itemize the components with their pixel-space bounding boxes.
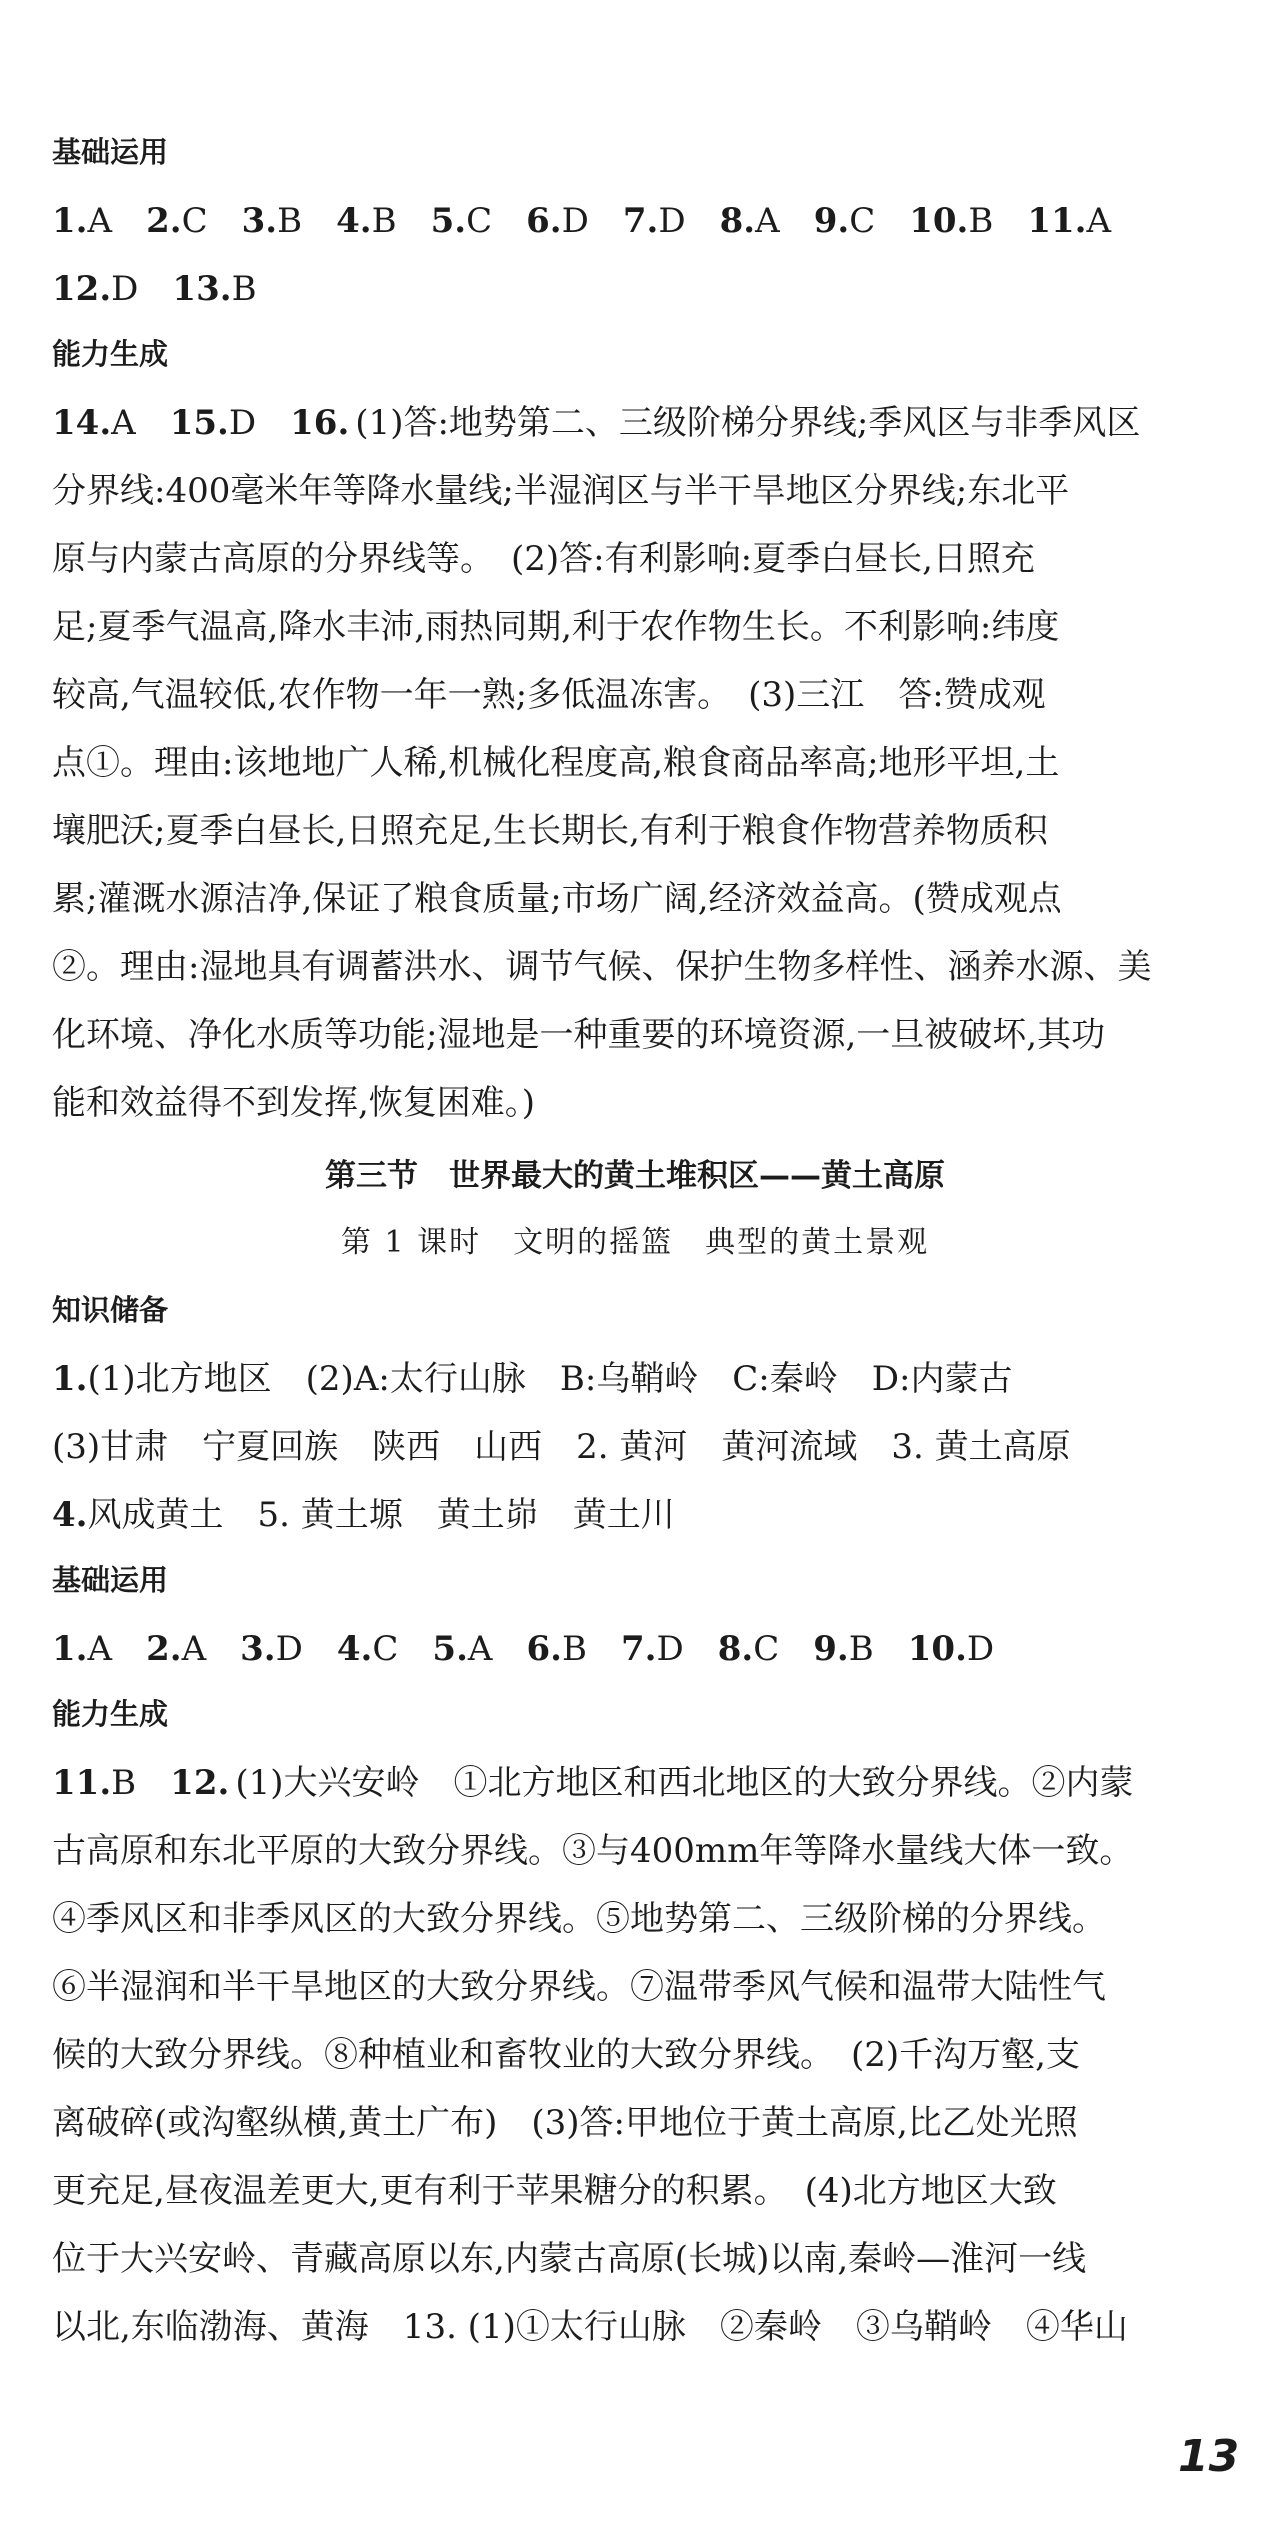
answer-item [172,266,256,312]
section-title: 第三节 世界最大的黄土堆积区——黄土高原 [325,1158,945,1194]
answer-item [52,266,138,312]
question-number: 2. [146,1629,182,1669]
ability-line-6: 点①。理由:该地地广人稀,机械化程度高,粮食商品率高;地形平坦,土 [52,743,1060,783]
ability-line-2: 分界线:400毫米年等降水量线;半湿润区与半干旱地区分界线;东北平 [52,471,1070,511]
question-number: 7. [620,1629,657,1669]
heading-knowledge: 知识储备 [52,1293,169,1327]
question-number: 6. [526,1629,562,1669]
ability2-line-3: ④季风区和非季风区的大致分界线。⑤地势第二、三级阶梯的分界线。 [52,1899,1106,1939]
heading-ability-1: 能力生成 [52,337,169,371]
answer-item [240,1626,303,1672]
answer-letter: A [87,1629,113,1669]
answer-item [718,1626,780,1672]
ability2-line-7: 更充足,昼夜温差更大,更有利于苹果糖分的积累。 (4)北方地区大致 [52,2171,1057,2211]
ability2-line-9: 以北,东临渤海、黄海 13. (1)①太行山脉 ②秦岭 ③乌鞘岭 ④华山 [52,2307,1128,2347]
answer-letter: A [87,201,113,241]
answer-item [526,1626,587,1672]
question-number: 4. [336,201,372,241]
heading-basic-application-1: 基础运用 [52,135,169,169]
question-number: 5. [432,1629,468,1669]
answer-item [336,198,397,244]
answer-letter: B [371,201,397,241]
answer-item [623,198,686,244]
answers-row-3 [52,1626,1232,1672]
question-number: 16. [290,403,350,443]
heading-basic-application-2: 基础运用 [52,1563,169,1597]
answer-letter: A [755,201,780,241]
question-number: 12. [170,1763,230,1803]
answer-letter: C [849,201,876,241]
answer-letter: B [231,269,257,309]
answer-item [146,198,208,244]
answer-letter: B [848,1629,874,1669]
knowledge-text: 风成黄土 5. 黄土塬 黄土峁 黄土川 [87,1495,675,1535]
answer-letter: D [111,269,139,309]
ability2-line-1 [52,1760,1232,1806]
answer-letter: B [111,1763,137,1803]
answer-item [431,198,493,244]
question-number: 3. [241,201,278,241]
answer-item [720,198,780,244]
answer-letter: A [181,1629,207,1669]
answer-letter: B [277,201,303,241]
question-number: 11. [52,1763,112,1803]
answers-row-1 [52,198,1232,244]
answer-item [813,1626,874,1672]
answer-item [290,400,349,446]
question-number: 10. [909,201,969,241]
answer-item [621,1626,684,1672]
answer-item [432,1626,492,1672]
ability-line-4: 足;夏季气温高,降水丰沛,雨热同期,利于农作物生长。不利影响:纬度 [52,607,1060,647]
answer-item [337,1626,399,1672]
ability-line-3: 原与内蒙古高原的分界线等。 (2)答:有利影响:夏季白昼长,日照充 [52,539,1035,579]
ability-line-1 [52,400,1232,446]
answer-letter: D [228,403,257,443]
question-number: 5. [430,201,467,241]
ability2-line-6: 离破碎(或沟壑纵横,黄土广布) (3)答:甲地位于黄土高原,比乙处光照 [52,2103,1078,2143]
heading-ability-2: 能力生成 [52,1697,169,1731]
question-number: 13. [172,269,232,309]
answer-letter: C [753,1629,780,1669]
answers-row-2 [52,266,1232,312]
answer-letter: A [1086,201,1112,241]
answer-letter: B [561,1629,587,1669]
ability2-line-5: 候的大致分界线。⑧种植业和畜牧业的大致分界线。 (2)千沟万壑,支 [52,2035,1080,2075]
answer-item [52,1626,112,1672]
answer-item [909,198,993,244]
question-number: 12. [52,269,112,309]
question-number: 1. [52,201,88,241]
question-number: 8. [717,1629,754,1669]
ability-line-11: 能和效益得不到发挥,恢复困难。) [52,1083,536,1123]
ability-line-7: 壤肥沃;夏季白昼长,日照充足,生长期长,有利于粮食作物营养物质积 [52,811,1048,851]
knowledge-number: 4. [52,1495,88,1535]
answer-letter: C [466,201,493,241]
answer-letter: D [656,1629,684,1669]
answer-letter: D [966,1629,995,1669]
answer-item [242,198,303,244]
answer-letter: A [467,1629,493,1669]
question-number: 4. [336,1629,373,1669]
answer-item [814,198,876,244]
answer-item [146,1626,206,1672]
question-number: 2. [146,201,182,241]
ability-text: (1)答:地势第二、三级阶梯分界线;季风区与非季风区 [355,403,1141,443]
question-number: 14. [52,403,112,443]
knowledge-line-1 [52,1356,1232,1402]
question-number: 10. [907,1629,967,1669]
answer-letter: A [111,403,136,443]
answer-letter: C [372,1629,399,1669]
ability2-line-4: ⑥半湿润和半干旱地区的大致分界线。⑦温带季风气候和温带大陆性气 [52,1967,1106,2007]
knowledge-number: 1. [52,1359,88,1399]
answer-item [908,1626,994,1672]
question-number: 8. [719,201,756,241]
ability-line-9: ②。理由:湿地具有调蓄洪水、调节气候、保护生物多样性、涵养水源、美 [52,947,1152,987]
page-number: 13 [1178,2431,1240,2482]
knowledge-line-2 [52,1424,1232,1470]
knowledge-text: (1)北方地区 (2)A:太行山脉 B:乌鞘岭 C:秦岭 D:内蒙古 [87,1359,1013,1399]
answer-item [170,400,256,446]
question-number: 7. [622,201,659,241]
ability-line-8: 累;灌溉水源洁净,保证了粮食质量;市场广阔,经济效益高。(赞成观点 [52,879,1062,919]
knowledge-line-3 [52,1492,1232,1538]
ability2-line-8: 位于大兴安岭、青藏高原以东,内蒙古高原(长城)以南,秦岭—淮河一线 [52,2239,1087,2279]
answer-item [52,1760,136,1806]
answer-item [52,400,136,446]
question-number: 9. [813,1629,849,1669]
answer-item [170,1760,229,1806]
question-number: 3. [240,1629,276,1669]
answer-letter: D [561,201,589,241]
answer-letter: B [968,201,994,241]
answer-item [526,198,589,244]
question-number: 6. [526,201,562,241]
answer-letter: C [181,201,208,241]
ability-line-10: 化环境、净化水质等功能;湿地是一种重要的环境资源,一旦被破坏,其功 [52,1015,1106,1055]
ability2-line-2: 古高原和东北平原的大致分界线。③与400mm年等降水量线大体一致。 [52,1831,1134,1871]
answer-letter: D [275,1629,303,1669]
ability-text: (1)大兴安岭 ①北方地区和西北地区的大致分界线。②内蒙 [235,1763,1134,1803]
question-number: 9. [813,201,850,241]
question-number: 11. [1027,201,1087,241]
question-number: 15. [169,403,229,443]
answer-letter: D [658,201,686,241]
lesson-title: 第 1 课时 文明的摇篮 典型的黄土景观 [340,1225,930,1260]
answer-item [52,198,112,244]
ability-line-5: 较高,气温较低,农作物一年一熟;多低温冻害。 (3)三江 答:赞成观 [52,675,1046,715]
knowledge-text: (3)甘肃 宁夏回族 陕西 山西 2. 黄河 黄河流域 3. 黄土高原 [52,1427,1071,1467]
answer-item [1027,198,1111,244]
question-number: 1. [52,1629,88,1669]
